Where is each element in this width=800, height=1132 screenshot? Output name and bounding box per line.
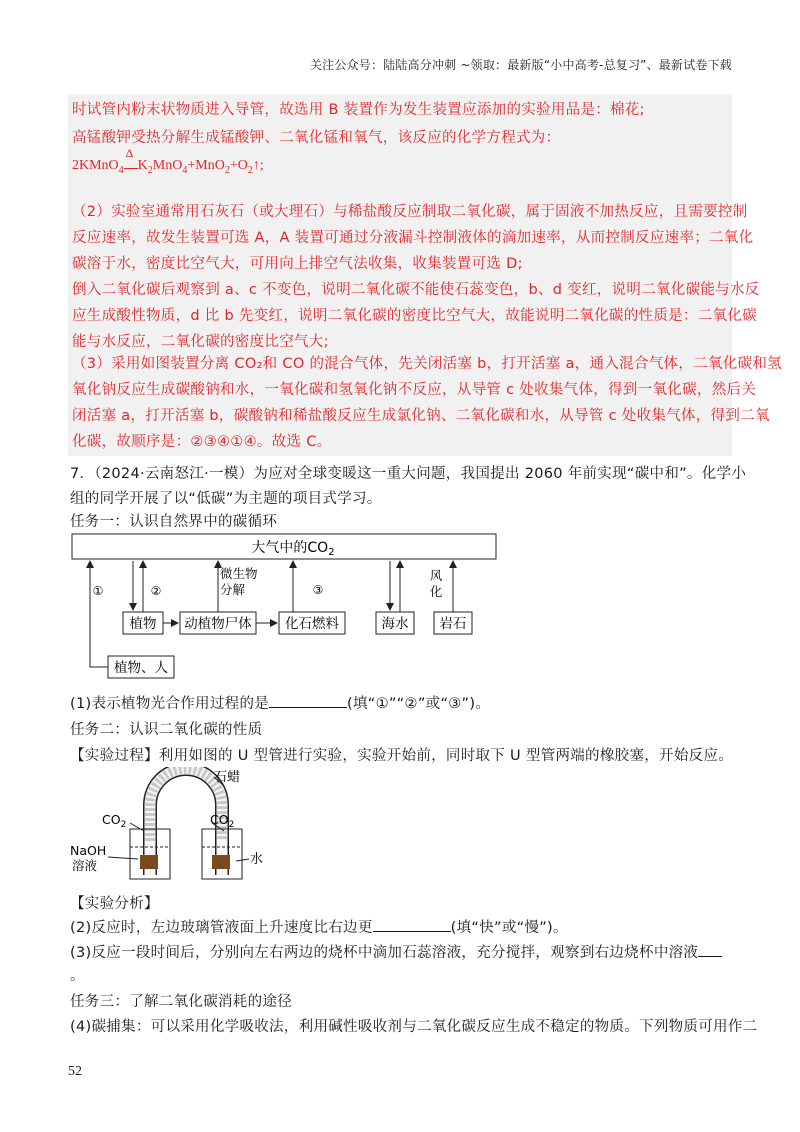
answer-line: （3）采用如图装置分离 CO₂和 CO 的混合气体，先关闭活塞 b，打开活塞 a，通入混合气体，二氧化碳和氢	[72, 356, 782, 372]
decompose-label-1: 微生物	[220, 566, 258, 581]
co2-left-label: $CO_2$	[102, 812, 127, 830]
question-2: (2)反应时，左边玻璃管液面上升速度比右边更 (填“快”或“慢”)。	[70, 920, 568, 936]
naoh-label-2: 溶液	[72, 858, 98, 873]
heat-condition: Δ	[125, 146, 134, 160]
page-header: 关注公众号：陆陆高分冲刺 ~领取：最新版“小中高考-总复习”、最新试卷下载	[309, 58, 732, 72]
answer-blank-3	[698, 956, 722, 957]
question-4: (4)碳捕集：可以采用化学吸收法，利用碱性吸收剂与二氧化碳反应生成不稳定的物质。下列物质可用作二	[70, 1019, 758, 1035]
page-number: 52	[68, 1064, 82, 1079]
right-solid	[212, 855, 230, 869]
analysis-heading: 【实验分析】	[70, 896, 159, 912]
answer-line: 应生成酸性物质，d 比 b 先变红，说明二氧化碳的密度比空气大，故能说明二氧化碳的性质是：二氧化碳	[72, 308, 757, 324]
answer-explanation-box	[68, 94, 732, 456]
atmosphere-label: 大气中的$CO_2$	[251, 540, 335, 558]
carbon-cycle-diagram	[68, 530, 500, 686]
answer-line: 时试管内粉末状物质进入导管，故选用 B 装置作为发生装置应添加的实验用品是：棉花;	[72, 102, 645, 118]
answer-line: 反应速率，故发生装置可选 A，A 装置可通过分液漏斗控制液体的滴加速率，从而控制反应速率；二氧化	[72, 230, 754, 246]
water-label: 水	[250, 852, 264, 867]
marker-1: ①	[92, 584, 104, 598]
co2-right-label: $CO_2$	[210, 812, 235, 830]
answer-line: 能与水反应，二氧化碳的密度比空气大;	[72, 334, 329, 350]
fossil-fuel-label: 化石燃料	[285, 616, 339, 632]
rock-label: 岩石	[439, 616, 467, 632]
marker-3: ③	[312, 583, 324, 597]
marker-2: ②	[150, 584, 162, 598]
question-stem: 7．（2024·云南怒江·一模）为应对全球变暖这一重大问题，我国提出 2060 年前实现“碳中和”。化学小	[70, 466, 747, 482]
answer-line: 化碳，故顺序是：②③④①④。故选 C。	[72, 434, 332, 450]
naoh-pointer	[108, 857, 138, 859]
task-heading: 任务一：认识自然界中的碳循环	[70, 514, 278, 530]
remains-label: 动植物尸体	[184, 616, 252, 632]
answer-line: 氧化钠反应生成碳酸钠和水，一氧化碳和氢氧化钠不反应，从导管 c 处收集气体，得到一氧化碳，然后关	[72, 382, 757, 398]
answer-blank-2	[373, 931, 451, 932]
naoh-label-1: NaOH	[70, 843, 107, 858]
answer-line: 高锰酸钾受热分解生成锰酸钾、二氧化锰和氧气，该反应的化学方程式为：	[72, 130, 561, 146]
answer-line: 倒入二氧化碳后观察到 a、c 不变色，说明二氧化碳不能使石蕊变色，b、d 变红，说明二氧化碳能与水反	[72, 282, 760, 298]
question-stem: 组的同学开展了以“低碳”为主题的项目式学习。	[70, 491, 382, 507]
left-solid	[140, 855, 158, 869]
paraffin-label: 石蜡	[214, 770, 241, 785]
question-3: (3)反应一段时间后，分别向左右两边的烧杯中滴加石蕊溶液，充分搅拌，观察到右边烧杯中溶液	[70, 941, 722, 962]
plants-label: 植物	[129, 616, 157, 632]
experiment-process: 【实验过程】利用如图的 U 型管进行实验，实验开始前，同时取下 U 型管两端的橡胶塞，开始反应。	[70, 748, 734, 764]
answer-blank-1	[269, 707, 347, 708]
answer-line: 闭活塞 a，打开活塞 b，碳酸钠和稀盐酸反应生成氯化钠、二氧化碳和水，从导管 c 处收集气体，得到二氧	[72, 408, 770, 424]
u-tube-experiment-figure	[68, 767, 268, 887]
decompose-label-2: 分解	[220, 582, 246, 597]
plants-people-label: 植物、人	[114, 660, 168, 676]
respiration-arrow	[90, 561, 108, 667]
seawater-label: 海水	[381, 616, 409, 632]
question-3-end: 。	[70, 968, 85, 984]
task-heading: 任务三：了解二氧化碳消耗的途径	[70, 994, 292, 1010]
weathering-label-1: 风	[429, 568, 443, 583]
question-1: (1)表示植物光合作用过程的是 (填“①”“②”或“③”)。	[70, 696, 491, 712]
task-heading: 任务二：认识二氧化碳的性质	[70, 722, 263, 738]
chemical-equation: 2KMnO$_4$ Δ $K_2MnO_4+MnO_2+O_2↑$;	[72, 146, 264, 176]
co2-left-pointer	[130, 823, 144, 831]
weathering-label-2: 化	[429, 584, 443, 599]
answer-line: 碳溶于水，密度比空气大，可用向上排空气法收集，收集装置可选 D;	[72, 256, 523, 272]
answer-line: （2）实验室通常用石灰石（或大理石）与稀盐酸反应制取二氧化碳，属于固液不加热反应，且需要控制	[72, 204, 748, 220]
